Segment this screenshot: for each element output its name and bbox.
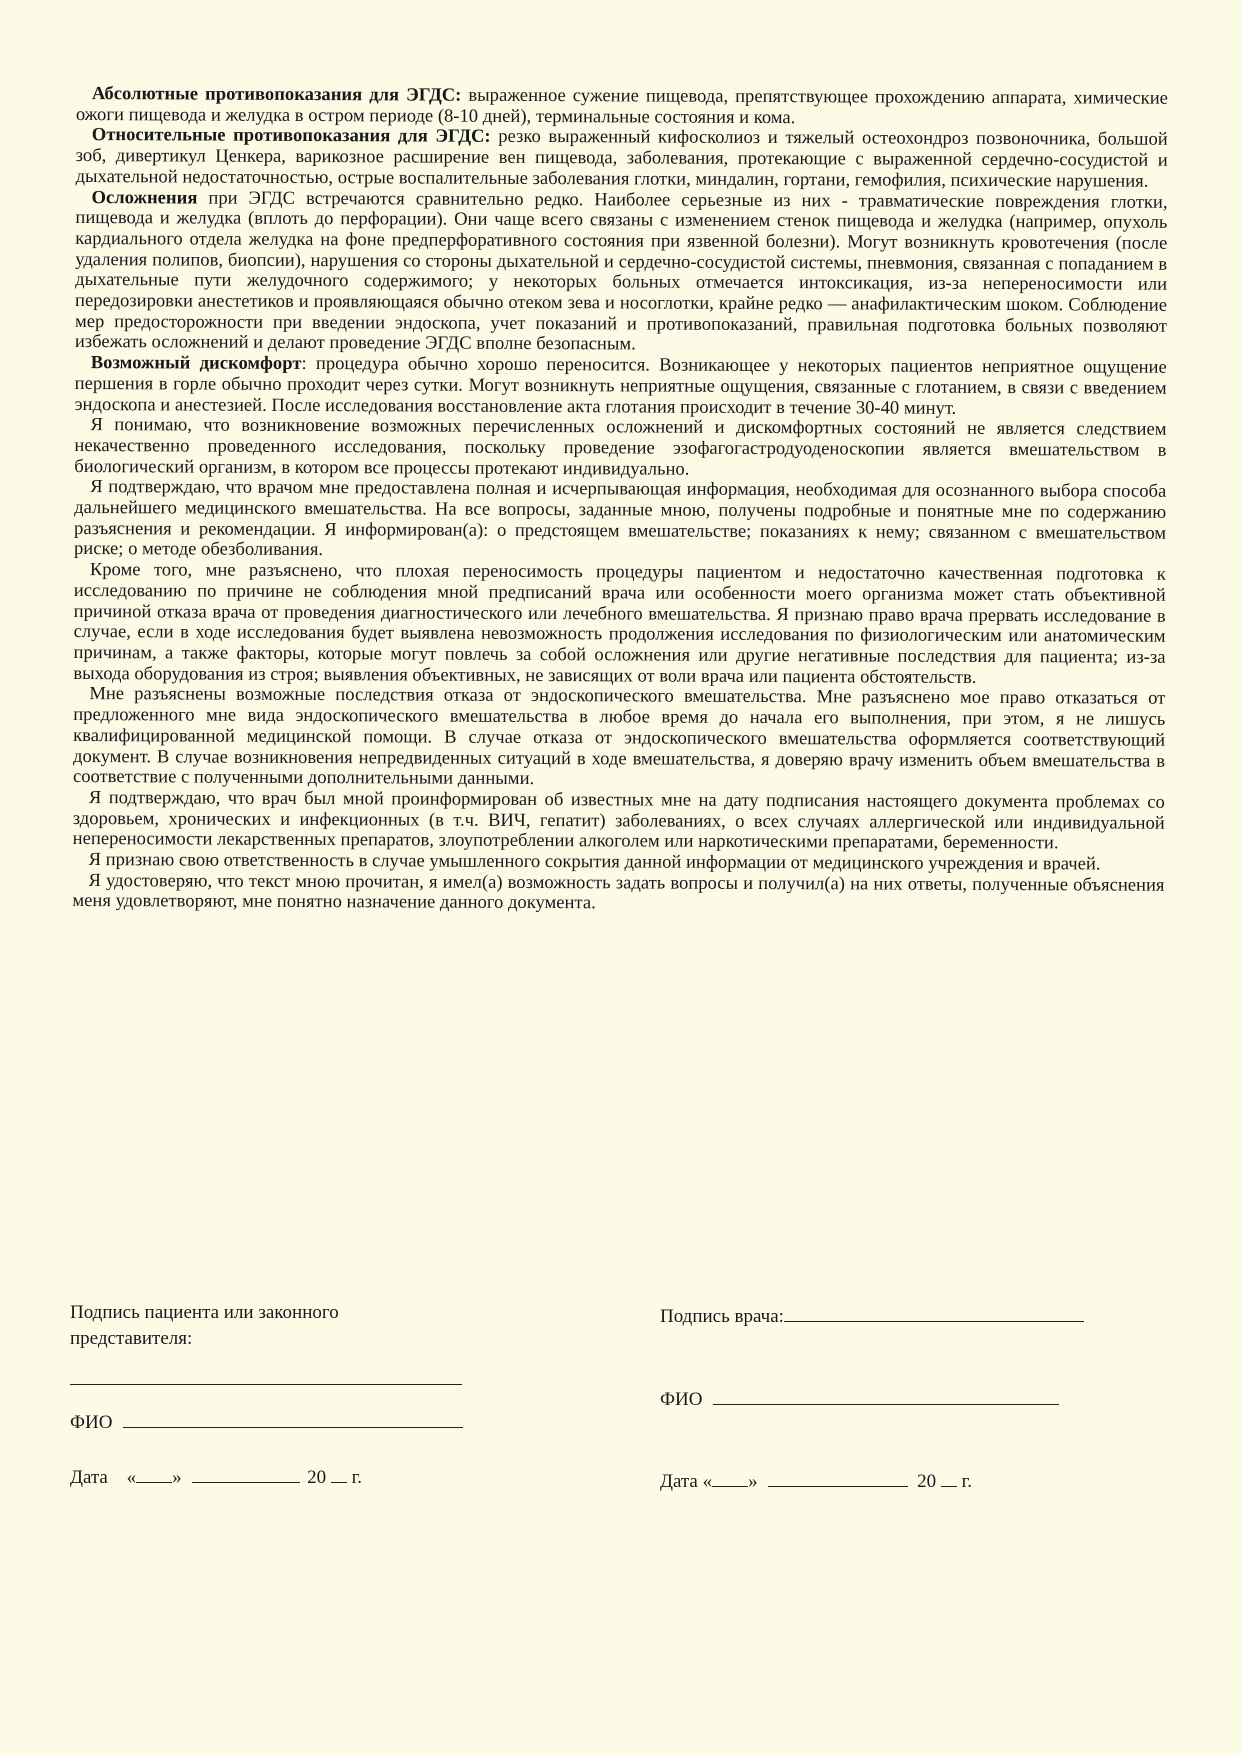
doctor-date-month-line[interactable] <box>768 1485 908 1487</box>
paragraph-text: Мне разъяснены возможные последствия отказа от эндоскопического вмешательства. Мне разъяснено мое право отказаться от предложенного мне вида эндоскопического вмешательства в любое время до начала его выполнения, при этом, я не лишусь квалифицированной медицинской помощи. В случае отказа от эндоскопического вмешательства оформляется соответствующий документ. В случае возникновения непредвиденных ситуаций в ходе вмешательства, я доверяю врачу изменить объем вмешательства в соответствие с полученными дополнительными данными. <box>72 683 1166 790</box>
paragraph-complications <box>75 188 1168 358</box>
consent-text-body <box>72 84 1168 917</box>
patient-date-year-suffix: г. <box>351 1467 363 1488</box>
paragraph-refusal-grounds <box>73 560 1166 689</box>
patient-fio-row <box>70 1410 463 1436</box>
doctor-signature-row <box>660 1304 1084 1330</box>
patient-date-label: Дата <box>70 1467 108 1488</box>
patient-signature-label-line2: представителя: <box>70 1328 193 1349</box>
paragraph-heading: Возможный дискомфорт <box>90 352 302 375</box>
paragraph-text: Кроме того, мне разъяснено, что плохая переносимость процедуры пациентом и недостаточно качественная подготовка к исследованию по причине не соблюдения мной предписаний врача или особенности моего организма может стать объективной причиной отказа врача от проведения диагностического или лечебного вмешательства. Я признаю право врача прервать исследование в случае, если в ходе исследования будет выявлена невозможность продолжения исследования по физиологическим или анатомическим причинам, а также факторы, которые могут повлечь за собой осложнения или другие негативные последствия для пациента; из-за выхода оборудования из строя; выявления объективных, не зависящих от воли врача или пациента обстоятельств. <box>73 559 1166 688</box>
paragraph-heading: Абсолютные противопоказания для ЭГДС: <box>91 83 462 106</box>
paragraph-text: Я признаю свою ответственность в случае умышленного сокрытия данной информации от медицинского учреждения и врачей. <box>88 849 1101 875</box>
paragraph-text: Я подтверждаю, что врачом мне предоставлена полная и исчерпывающая информация, необходимая для осознанного выбора способа дальнейшего медицинского вмешательства. На все вопросы, заданные мною, получены подробные и понятные мне по содержанию разъяснения и рекомендации. Я информирован(а): о предстоящем вмешательстве; показаниях к нему; связанном с вмешательством риске; о методе обезболивания. <box>73 476 1167 561</box>
patient-date-day-line[interactable] <box>136 1481 172 1483</box>
patient-date-year-line[interactable] <box>331 1481 347 1483</box>
paragraph-text: : процедура обычно хорошо переносится. Возникающее у некоторых пациентов неприятное ощущение першения в горле обычно проходит через сутки. Могут возникнуть неприятные ощущения, связанные с глотанием, в связи с введением эндоскопа и анестезией. После исследования восстановление акта глотания происходит в течение 30-40 минут. <box>74 353 1167 419</box>
paragraph-heading: Относительные противопоказания для ЭГДС: <box>91 124 491 148</box>
doctor-fio-line[interactable] <box>713 1403 1059 1405</box>
doctor-fio-row <box>660 1387 1059 1413</box>
paragraph-text: при ЭГДС встречаются сравнительно редко. Наиболее серьезные из них - травматические повреждения глотки, пищевода и желудка (вплоть до перфорации). Они чаще всего связаны с изменением стенок пищевода и желудка (например, опухоль кардиального отдела желудка на фоне предперфоративного состояния при язвенной болезни). Могут возникнуть кровотечения (после удаления полипов, биопсии), нарушения со стороны дыхательной и сердечно-сосудистой системы, пневмония, связанная с попаданием в дыхательные пути желудочного содержимого; у некоторых больных отмечается интоксикация, из-за непереносимости или передозировки анестетиков и проявляющаяся обычно отеком зева и носоглотки, крайне редко — анафилактическим шоком. Соблюдение мер предосторожности при введении эндоскопа, учет показаний и противопоказаний, правильная подготовка больных позволяют избежать осложнений и делают проведение ЭГДС вполне безопасным. <box>74 187 1168 355</box>
doctor-fio-label: ФИО <box>660 1389 703 1410</box>
paragraph-understanding <box>74 415 1166 482</box>
doctor-date-close-quote: » <box>748 1471 758 1492</box>
paragraph-refusal-consequences <box>73 684 1165 792</box>
paragraph-text: резко выраженный кифосколиоз и тяжелый остеохондроз позвоночника, большой зоб, дивертикул Ценкера, варикозное расширение вен пищевода, заболевания, протекающие с выраженной сердечно-сосудистой и дыхательной недостаточностью, острые воспалительные заболевания глотки, миндалин, гортани, гемофилия, психические нарушения. <box>75 126 1168 192</box>
doctor-date-label: Дата <box>660 1471 698 1492</box>
patient-fio-line[interactable] <box>123 1426 463 1428</box>
patient-date-year-prefix: 20 <box>307 1467 327 1488</box>
paragraph-text: Я понимаю, что возникновение возможных перечисленных осложнений и дискомфортных состояний не является следствием некачественно проведенного исследования, поскольку проведение эзофагогастродуоденоскопии является вмешательством в биологический организм, в котором все процессы протекают индивидуально. <box>74 414 1167 480</box>
paragraph-heading: Осложнения <box>91 186 198 209</box>
paragraph-text: выраженное сужение пищевода, препятствующее прохождению аппарата, химические ожоги пищевода и желудка в остром периоде (8-10 дней), терминальные состояния и кома. <box>75 84 1168 128</box>
paragraph-text: Я подтверждаю, что врач был мной проинформирован об известных мне на дату подписания настоящего документа проблемах со здоровьем, хронических и инфекционных (в т.ч. ВИЧ, гепатит) заболеваниях, о всех случаях аллергической или индивидуальной непереносимости лекарственных препаратов, злоупотреблении алкоголем или наркотическими препаратами, беременности. <box>72 786 1165 854</box>
paragraph-health-disclosure <box>73 788 1165 855</box>
doctor-date-year-line[interactable] <box>941 1485 957 1487</box>
doctor-date-year-prefix: 20 <box>917 1471 937 1492</box>
paragraph-absolute-contraindications <box>76 84 1168 130</box>
paragraph-information-confirmation <box>74 477 1166 565</box>
patient-date-close-quote: » <box>172 1467 182 1488</box>
patient-signature-label <box>70 1300 339 1352</box>
patient-date-month-line[interactable] <box>192 1481 300 1483</box>
doctor-date-day-line[interactable] <box>712 1485 748 1487</box>
patient-date-row <box>70 1465 362 1491</box>
doctor-signature-label: Подпись врача: <box>660 1306 784 1327</box>
doctor-date-open-quote: « <box>702 1471 713 1492</box>
paragraph-possible-discomfort <box>75 353 1167 420</box>
patient-signature-label-line1: Подпись пациента или законного <box>70 1302 339 1323</box>
paragraph-relative-contraindications <box>76 125 1168 192</box>
patient-date-open-quote: « <box>126 1467 137 1488</box>
patient-fio-label: ФИО <box>70 1412 113 1433</box>
patient-signature-line[interactable] <box>70 1384 462 1385</box>
paragraph-text: Я удостоверяю, что текст мною прочитан, я имел(а) возможность задать вопросы и получил(а) на них ответы, полученные объяснения меня удовлетворяют, мне понятно назначение данного документа. <box>72 869 1165 914</box>
doctor-date-row <box>660 1469 972 1495</box>
paragraph-acknowledgement <box>72 871 1164 917</box>
doctor-date-year-suffix: г. <box>961 1471 973 1492</box>
doctor-signature-line[interactable] <box>784 1320 1084 1322</box>
